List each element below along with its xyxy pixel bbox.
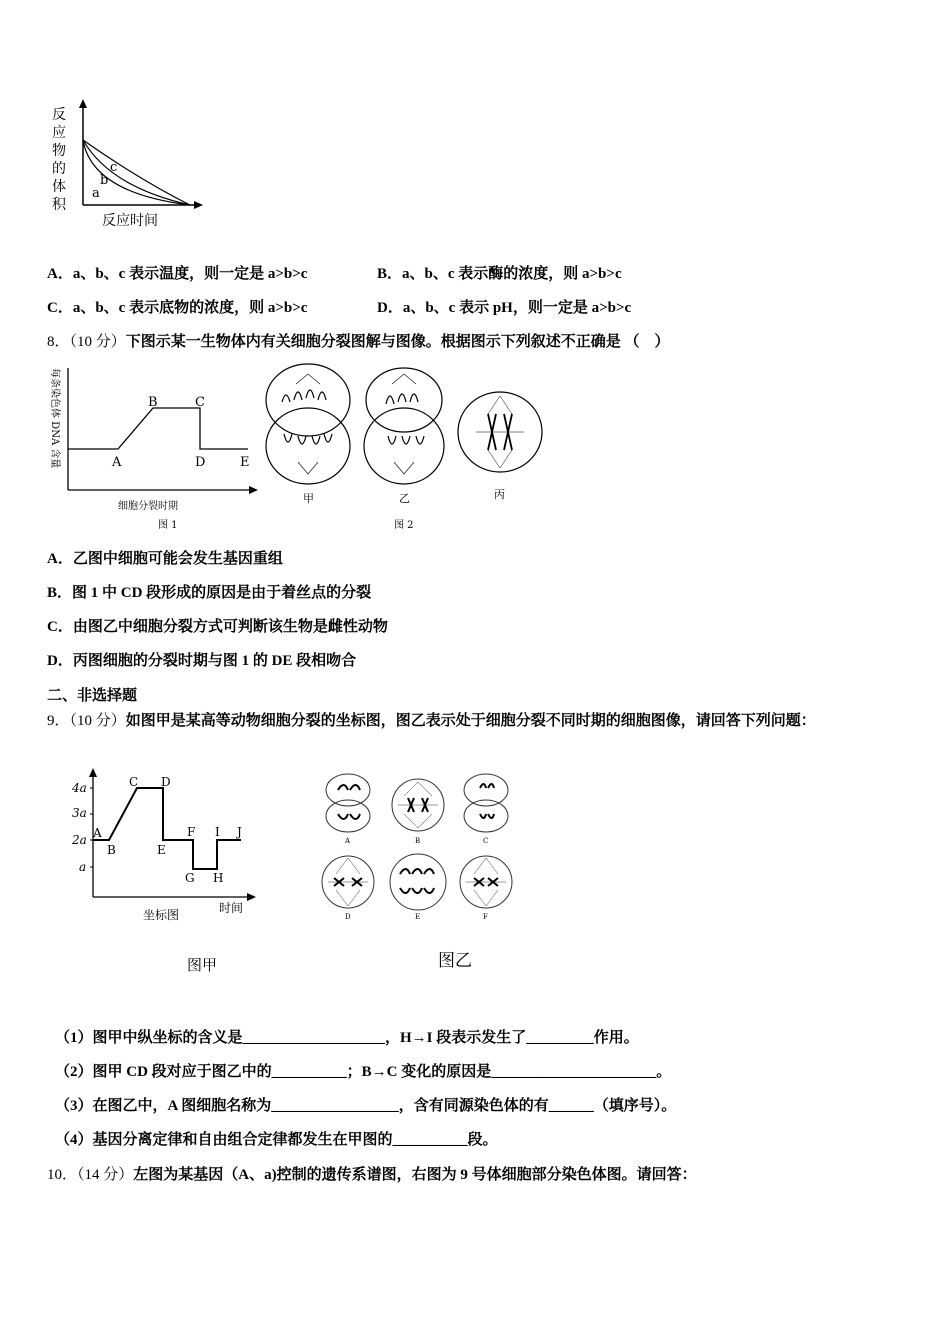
q9-cell-label-a: A: [345, 837, 351, 845]
q7-ylabel-char: 体: [52, 179, 66, 195]
q9-subquestion-4: （4）基因分离定律和自由组合定律都发生在甲图的__________段。: [55, 1132, 498, 1148]
q9-cell-label-c: C: [483, 837, 489, 845]
q7-ylabel-char: 积: [52, 197, 66, 213]
q8-cell-label-yi: 乙: [399, 492, 410, 505]
q7-option-a: A．a、b、c 表示温度，则一定是 a>b>c: [47, 266, 308, 282]
q9-cell-label-b: B: [415, 837, 421, 845]
q8-fig1-caption: 图 1: [158, 520, 178, 531]
q9-fig-yi-cells: [320, 768, 520, 978]
section-heading: 二、非选择题: [47, 688, 138, 704]
q10-number: 10．: [47, 1167, 78, 1183]
q8-option-d: D．丙图细胞的分裂时期与图 1 的 DE 段相吻合: [47, 653, 357, 669]
q7-curve-label-a: a: [92, 186, 100, 201]
q9-xlabel: 时间: [219, 901, 244, 915]
q9-cell-a: [326, 774, 370, 832]
q8-fig2-caption: 图 2: [394, 520, 414, 531]
q9-cell-label-f: F: [483, 913, 488, 921]
q9-point-a: A: [93, 826, 102, 840]
q8-fig2-cells: [262, 362, 547, 537]
q8-cell-bing: [458, 392, 542, 472]
q9-fig-yi-caption: 图乙: [438, 951, 472, 970]
q9-ytick-2a: 2a: [72, 833, 87, 847]
q9-point-h: H: [213, 871, 224, 885]
q9-cell-f: [460, 856, 512, 908]
q8-cell-jia: [266, 364, 350, 484]
q8-fig1-x-arrow: [249, 486, 258, 494]
q9-subquestion-3: （3）在图乙中，A 图细胞名称为_________________，含有同源染色体的有______（填序号）。: [55, 1098, 677, 1114]
q9-point-d: D: [161, 775, 171, 789]
q8-fig1-line: [68, 408, 248, 449]
q8-option-b: B．图 1 中 CD 段形成的原因是由于着丝点的分裂: [47, 585, 372, 601]
q8-option-c: C．由图乙中细胞分裂方式可判断该生物是雌性动物: [47, 619, 388, 635]
q9-score: （10 分）: [69, 713, 126, 729]
q7-ylabel-char: 的: [52, 161, 66, 177]
q7-option-b: B．a、b、c 表示酶的浓度，则 a>b>c: [377, 266, 622, 282]
q9-point-f: F: [187, 825, 196, 839]
q9-y-arrow: [89, 768, 97, 777]
q9-stem: [47, 709, 816, 730]
q9-ytick-a: a: [79, 860, 87, 874]
q9-fig-jia-chart: [65, 765, 265, 980]
q8-fig1-point-b: B: [148, 395, 158, 410]
q8-fig1-point-e: E: [240, 455, 250, 470]
q8-fig1-chart: [40, 362, 265, 534]
q9-cell-c: [464, 774, 508, 832]
q7-reaction-chart: [40, 95, 220, 235]
q9-fig-jia-caption: 图甲: [187, 957, 218, 974]
q7-ylabel: [52, 107, 67, 213]
q8-fig1-point-a: A: [112, 455, 122, 470]
q8-fig1-point-d: D: [195, 455, 206, 470]
q9-cell-d: [322, 856, 374, 908]
q9-point-i: I: [215, 825, 220, 839]
q8-cell-yi: [364, 368, 444, 484]
q8-stem: [47, 330, 670, 351]
q7-ylabel-char: 物: [52, 143, 66, 159]
q9-point-g: G: [185, 871, 195, 885]
q9-inner-caption: 坐标图: [143, 908, 180, 922]
q8-score: （10 分）: [69, 334, 126, 350]
q7-curve-label-b: b: [100, 173, 109, 188]
q9-stem-text: 如图甲是某高等动物细胞分裂的坐标图，图乙表示处于细胞分裂不同时期的细胞图像，请回答下列问题：: [125, 713, 816, 729]
q7-curve-label-c: c: [110, 160, 118, 175]
q9-cell-b: [392, 779, 444, 831]
q9-subquestion-1: （1）图甲中纵坐标的含义是___________________，H→I 段表示发生了_________作用。: [55, 1030, 639, 1046]
q8-number: 8．: [47, 334, 70, 350]
q9-subquestion-2: （2）图甲 CD 段对应于图乙中的__________；B→C 变化的原因是______________________。: [55, 1064, 672, 1080]
q9-ytick-4a: 4a: [72, 781, 87, 795]
q7-option-d: D．a、b、c 表示 pH，则一定是 a>b>c: [377, 300, 632, 316]
q8-fig1-point-c: C: [195, 395, 205, 410]
q8-cell-label-jia: 甲: [303, 492, 314, 505]
q7-ylabel-char: 应: [52, 125, 66, 141]
q8-stem-text: 下图示某一生物体内有关细胞分裂图解与图像。根据图示下列叙述不正确是 （ ）: [125, 334, 670, 350]
q8-fig1-xlabel: 细胞分裂时期: [118, 501, 178, 512]
q9-point-e: E: [157, 843, 166, 857]
q9-point-j: J: [237, 825, 242, 839]
q9-cell-e: [390, 854, 446, 910]
q7-x-arrow: [194, 201, 203, 209]
q8-cell-label-bing: 丙: [494, 488, 505, 501]
q8-option-a: A．乙图中细胞可能会发生基因重组: [47, 551, 283, 567]
q9-x-arrow: [247, 893, 256, 901]
q10-score: （14 分）: [77, 1167, 134, 1183]
q7-xlabel: 反应时间: [102, 213, 158, 229]
q9-ytick-3a: 3a: [72, 806, 87, 820]
q9-cell-label-d: D: [345, 913, 351, 921]
q10-stem-text: 左图为某基因（A、a)控制的遗传系谱图，右图为 9 号体细胞部分染色体图。请回答：: [133, 1167, 697, 1183]
q10-stem: [47, 1163, 697, 1184]
q7-option-c: C．a、b、c 表示底物的浓度，则 a>b>c: [47, 300, 308, 316]
q7-ylabel-char: 反: [52, 107, 66, 123]
q9-cell-label-e: E: [415, 913, 421, 921]
q8-fig1-ylabel: 每条染色体 DNA 含量: [49, 368, 60, 469]
q9-number: 9．: [47, 713, 70, 729]
q9-point-b: B: [107, 843, 116, 857]
q9-point-c: C: [129, 775, 139, 789]
q7-y-arrow: [79, 99, 87, 108]
